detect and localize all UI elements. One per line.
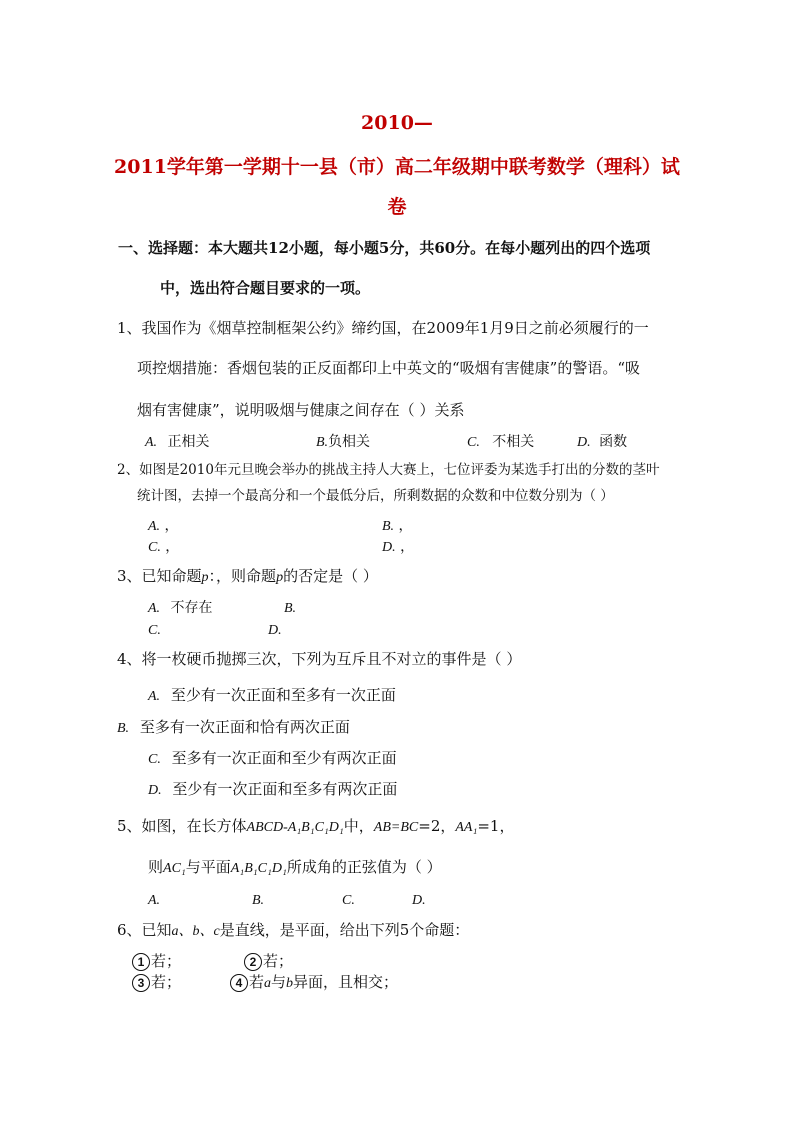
question-3-line-1 [117, 566, 378, 588]
circled-number-4: 4 [230, 974, 248, 992]
question-4-option-d [148, 779, 397, 801]
exam-title-line-2: 2011学年第一学期十一县（市）高二年级期中联考数学（理科）试 [114, 156, 680, 178]
question-1-option-c [467, 432, 534, 453]
question-5-option-a [148, 890, 160, 911]
option-letter: B. [117, 721, 130, 736]
option-letter: D. [577, 435, 591, 450]
text-segment: 6、已知 [117, 921, 172, 939]
question-5-line-2 [148, 857, 442, 879]
option-letter: C. [148, 540, 161, 555]
exam-title-line-3: 卷 [387, 196, 407, 218]
question-1-option-a [145, 432, 210, 453]
question-2-line-2: 统计图，去掉一个最高分和一个最低分后，所剩数据的众数和中位数分别为（ ） [137, 488, 614, 504]
question-1-line-2: 项控烟措施：香烟包装的正反面都印上中英文的“吸烟有害健康”的警语。“吸 [137, 359, 641, 377]
question-1-line-1: 1、我国作为《烟草控制框架公约》缔约国，在2009年1月9日之前必须履行的一 [117, 319, 649, 337]
option-text: 不存在 [170, 600, 213, 616]
question-2-option-b [382, 516, 413, 537]
option-text: ， [165, 539, 180, 555]
question-4-line-1: 4、将一枚硬币抛掷三次，下列为互斥且不对立的事件是（ ） [117, 650, 522, 668]
math-ac1: AC₁ [163, 861, 186, 876]
option-text: ， [398, 518, 413, 534]
question-5-option-c [342, 890, 355, 911]
section-heading-continued: 中，选出符合题目要求的一项。 [160, 279, 371, 297]
text-segment: 5、如图，在长方体 [117, 817, 247, 835]
option-text: 正相关 [167, 434, 210, 450]
variable-p: p [276, 570, 284, 585]
variable-p: p [201, 570, 209, 585]
circled-number-2: 2 [244, 953, 262, 971]
question-2-option-a [148, 516, 179, 537]
option-letter: D. [148, 783, 162, 798]
option-text: 负相关 [328, 434, 371, 450]
option-letter: A. [145, 435, 158, 450]
proposition-1 [132, 951, 181, 971]
proposition-text: 若； [151, 952, 182, 970]
option-letter: B. [252, 893, 265, 908]
option-letter: C. [148, 623, 161, 638]
proposition-text: 若 [249, 973, 265, 991]
text-segment: 所成角的正弦值为（ ） [286, 858, 442, 876]
question-2-line-1: 2、如图是2010年元旦晚会举办的挑战主持人大赛上，七位评委为某选手打出的分数的茎叶 [117, 462, 660, 478]
option-text: ， [400, 539, 415, 555]
question-4-option-c [148, 748, 397, 770]
math-vars: a、b、c [171, 924, 220, 939]
text-segment: 中， [343, 817, 374, 835]
math-ab-bc: AB=BC [373, 820, 419, 835]
circled-number-1: 1 [132, 953, 150, 971]
variable-b: b [286, 976, 294, 991]
text-segment: 的否定是（ ） [283, 567, 378, 585]
question-4-option-a [148, 685, 396, 707]
text-segment: =1， [477, 817, 515, 835]
section-heading: 一、选择题：本大题共12小题，每小题5分，共60分。在每小题列出的四个选项 [118, 239, 651, 257]
proposition-text: 若； [151, 973, 182, 991]
circled-number-3: 3 [132, 974, 150, 992]
math-aa1: AA₁ [455, 820, 478, 835]
question-1-line-3: 烟有害健康”，说明吸烟与健康之间存在（ ）关系 [137, 401, 465, 419]
question-1-option-b [316, 432, 370, 453]
option-letter: C. [148, 752, 161, 767]
option-text: 至多有一次正面和恰有两次正面 [139, 718, 350, 736]
question-4-option-b [117, 717, 350, 739]
option-text: 函数 [599, 434, 628, 450]
proposition-3 [132, 972, 181, 992]
option-letter: A. [148, 601, 161, 616]
question-2-option-c [148, 537, 179, 558]
text-segment: ：，则命题 [208, 567, 277, 585]
option-letter: D. [412, 893, 426, 908]
math-solid: ABCD-A₁B₁C₁D₁ [246, 820, 344, 835]
option-letter: B. [316, 435, 329, 450]
option-letter: D. [268, 623, 282, 638]
option-letter: D. [382, 540, 396, 555]
question-3-option-c [148, 620, 161, 641]
math-plane: A₁B₁C₁D₁ [230, 861, 287, 876]
variable-a: a [264, 976, 272, 991]
option-text: 不相关 [492, 434, 535, 450]
option-text: 至多有一次正面和至少有两次正面 [171, 749, 397, 767]
question-3-option-d [268, 620, 282, 641]
exam-title-line-1: 2010— [361, 112, 433, 134]
option-letter: A. [148, 689, 161, 704]
question-1-option-d [577, 432, 627, 453]
text-segment: 是直线，是平面，给出下列5个命题： [219, 921, 470, 939]
question-3-option-b [284, 598, 296, 619]
option-text: ， [164, 518, 179, 534]
question-5-option-b [252, 890, 264, 911]
option-letter: A. [148, 893, 161, 908]
option-letter: C. [467, 435, 480, 450]
proposition-text: 与 [271, 973, 287, 991]
question-6-line-1 [117, 920, 469, 942]
option-letter: A. [148, 519, 161, 534]
proposition-2 [244, 951, 293, 971]
text-segment: 与平面 [185, 858, 231, 876]
option-text: 至少有一次正面和至多有一次正面 [170, 686, 396, 704]
proposition-text: 若； [263, 952, 294, 970]
text-segment: 则 [148, 858, 164, 876]
question-2-option-d [382, 537, 414, 558]
question-5-option-d [412, 890, 426, 911]
question-3-option-a [148, 598, 213, 619]
option-letter: B. [382, 519, 395, 534]
text-segment: =2， [418, 817, 456, 835]
option-letter: C. [342, 893, 355, 908]
proposition-text: 异面，且相交； [293, 973, 399, 991]
option-letter: B. [284, 601, 297, 616]
option-text: 至少有一次正面和至多有两次正面 [172, 780, 398, 798]
question-5-line-1 [117, 816, 514, 838]
text-segment: 3、已知命题 [117, 567, 202, 585]
proposition-4 [230, 972, 398, 994]
